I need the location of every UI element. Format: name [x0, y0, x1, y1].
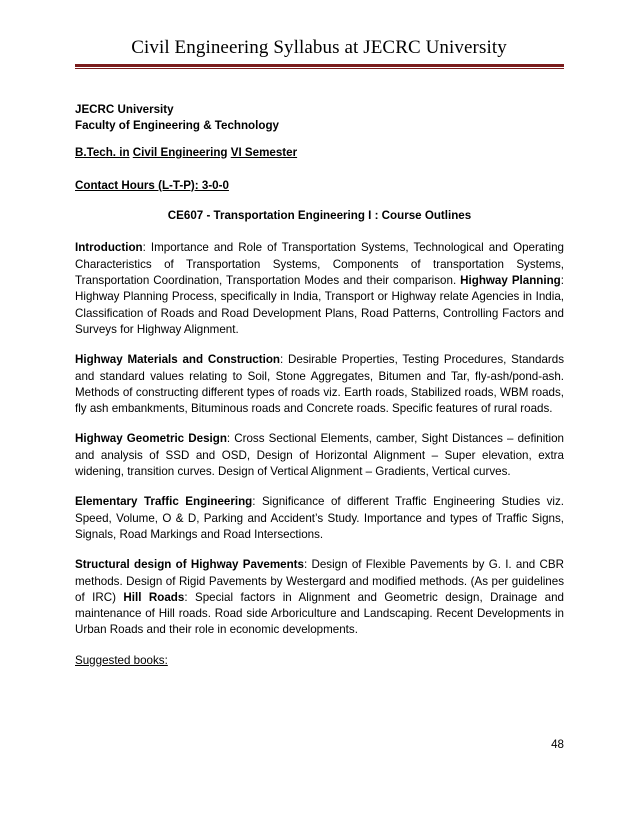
heading-geometric-design: Highway Geometric Design — [75, 432, 227, 446]
paragraph-traffic-engineering — [75, 494, 564, 543]
header-rule — [75, 64, 564, 67]
paragraph-geometric-design — [75, 431, 564, 480]
program-line — [75, 145, 564, 161]
text-traffic-engineering: : Significance of different Traffic Engineering Studies viz. Speed, Volume, O & D, Parking and Accident’s Study. Importance and types of Traffic Signs, Signals, Road Markings and Road Intersections. — [75, 495, 564, 541]
text-highway-planning: : Highway Planning Process, specifically in India, Transport or Highway relate Agencies in India, Classification of Roads and Road Development Plans, Road Patterns, Controlling Factors and Surveys for Highway Alignment. — [75, 274, 564, 336]
university-name: JECRC University — [75, 103, 174, 116]
text-hill-roads: : Special factors in Alignment and Geometric design, Drainage and maintenance of Hill roads. Road side Arboriculture and Landscaping. Recent Developments in Urban Roads and their role in economic developments. — [75, 590, 564, 637]
contact-hours: Contact Hours (L-T-P): 3-0-0 — [75, 178, 229, 192]
paragraph-pavements — [75, 557, 564, 638]
text-pavements: : Design of Flexible Pavements by G. I. and CBR methods. Design of Rigid Pavements by Westergard and modified methods. (As per guidelines of IRC) — [75, 558, 564, 604]
text-geometric-design: : Cross Sectional Elements, camber, Sight Distances – definition and analysis of SSD and OSD, Design of Horizontal Alignment – Super elevation, extra widening, transition curves. Design of Vertical Alignment – Gradients, Vertical curves. — [75, 432, 564, 479]
text-highway-materials: : Desirable Properties, Testing Procedures, Standards and standard values relating to Soil, Stone Aggregates, Bitumen and Tar, fly-ash/pond-ash. Methods of constructing different types of roads viz. Earth roads, Stabilized roads, WBM roads, fly ash embankments, Bituminous roads and Concrete roads. Specific features of rural roads. — [75, 353, 564, 416]
paragraph-highway-materials — [75, 352, 564, 417]
heading-highway-planning: Highway Planning — [460, 274, 561, 288]
paragraph-introduction — [75, 240, 564, 338]
branch-label: Civil Engineering — [132, 145, 228, 159]
course-title: CE607 - Transportation Engineering I : Course Outlines — [167, 209, 472, 223]
semester-label: VI Semester — [230, 145, 298, 159]
suggested-books-heading: Suggested books: — [75, 653, 168, 667]
faculty-name: Faculty of Engineering & Technology — [75, 119, 279, 133]
page-header-title: Civil Engineering Syllabus at JECRC University — [131, 37, 507, 58]
heading-introduction: Introduction — [75, 241, 143, 255]
heading-hill-roads: Hill Roads — [123, 590, 185, 604]
page-number: 48 — [551, 738, 564, 751]
degree-label: B.Tech. in — [75, 145, 130, 159]
heading-traffic-engineering: Elementary Traffic Engineering — [75, 495, 253, 509]
header-rule-thin — [75, 68, 564, 69]
document-body — [75, 102, 564, 669]
text-introduction: : Importance and Role of Transportation Systems, Technological and Operating Characteristics of Transportation Systems, Components of transportation Systems, Transportation Coordination, Transportation Modes and their comparison. — [75, 241, 564, 288]
heading-pavements: Structural design of Highway Pavements — [75, 558, 304, 572]
heading-highway-materials: Highway Materials and Construction — [75, 353, 280, 367]
